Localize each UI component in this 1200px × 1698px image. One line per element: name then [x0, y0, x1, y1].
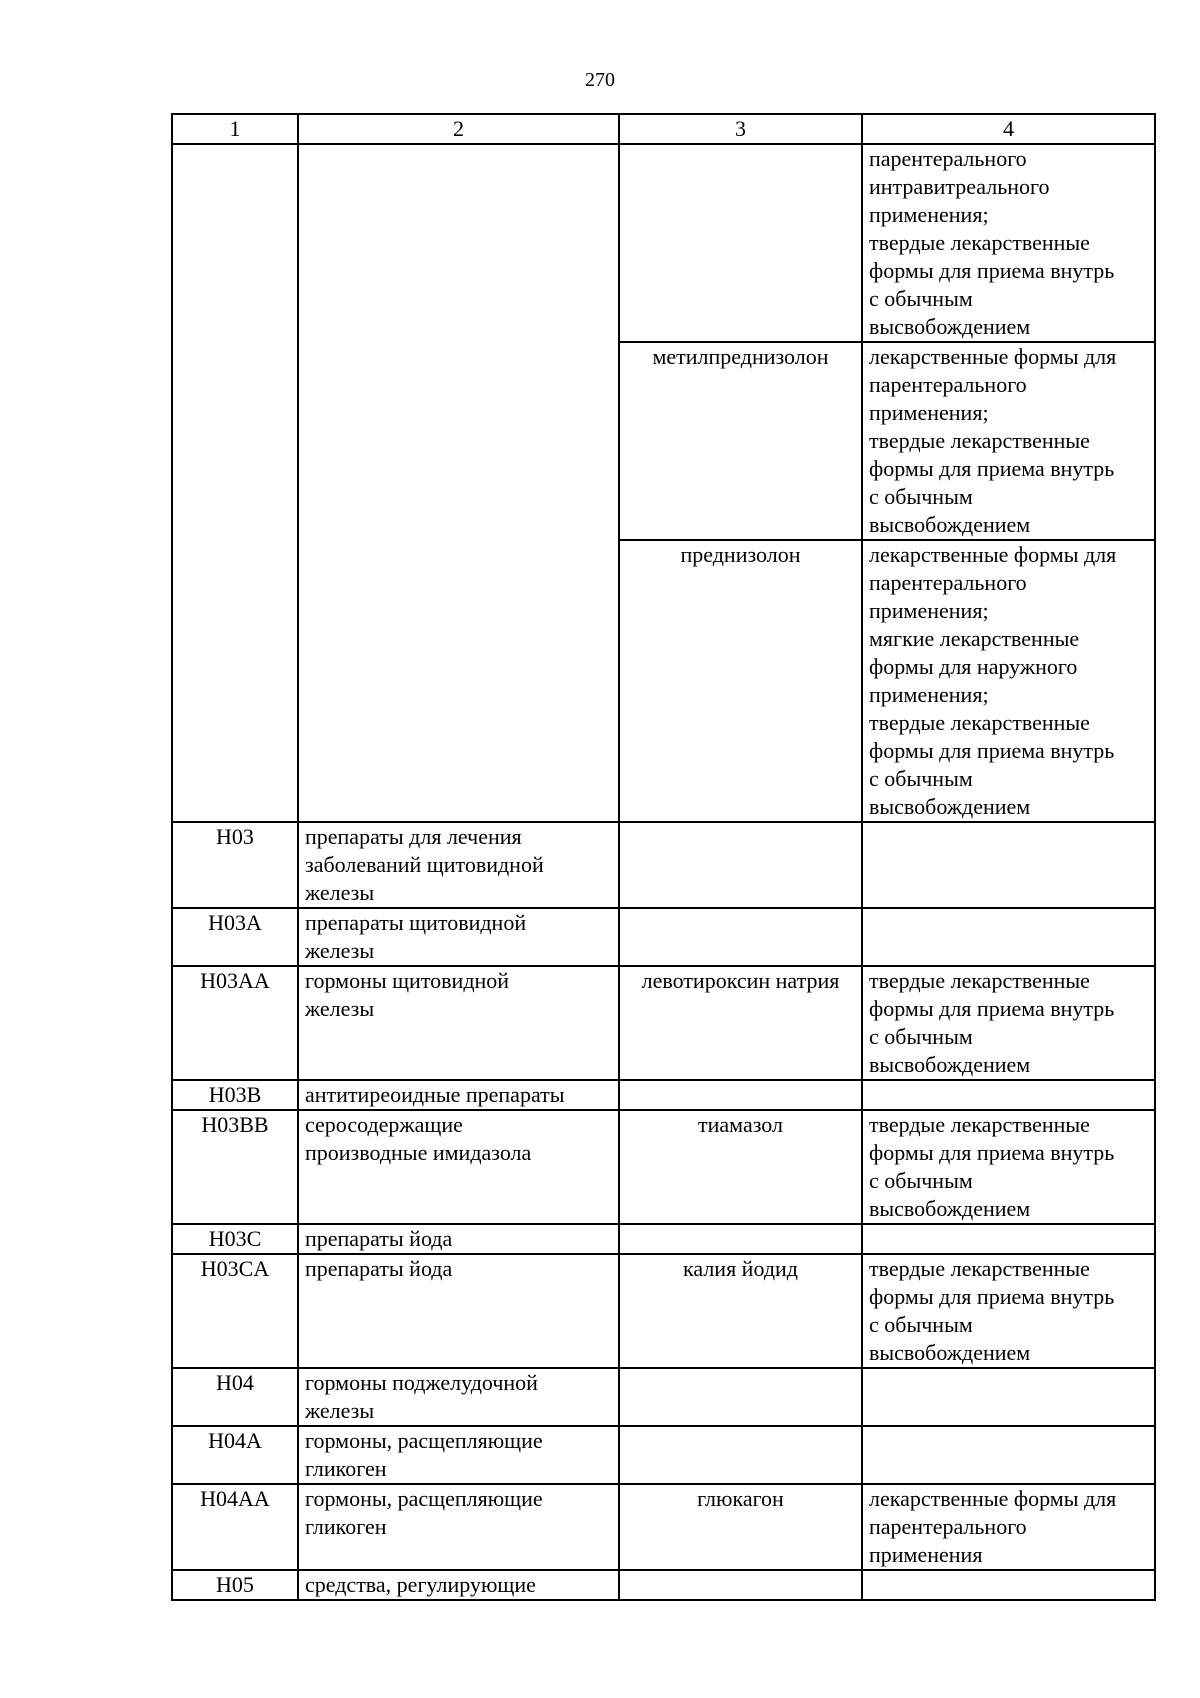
drug-cell	[619, 1570, 862, 1600]
drug-cell	[619, 908, 862, 966]
table-row	[172, 144, 1155, 342]
code-cell: H05	[172, 1570, 298, 1600]
drug-cell	[619, 1426, 862, 1484]
group-cell: гормоны поджелудочной железы	[298, 1368, 619, 1426]
code-cell: H04AA	[172, 1484, 298, 1570]
group-cell: антитиреоидные препараты	[298, 1080, 619, 1110]
code-cell: H04	[172, 1368, 298, 1426]
forms-cell	[862, 1426, 1155, 1484]
forms-cell: парентерального интравитреального применения; твердые лекарственные формы для приема внутрь с обычным высвобождением	[862, 144, 1155, 342]
drug-cell	[619, 1224, 862, 1254]
drug-cell	[619, 822, 862, 908]
table-row	[172, 908, 1155, 966]
group-cell: препараты йода	[298, 1254, 619, 1368]
drug-cell	[619, 144, 862, 342]
drug-cell: преднизолон	[619, 540, 862, 822]
code-cell: H03C	[172, 1224, 298, 1254]
table-header-row	[172, 114, 1155, 144]
code-cell: H03BB	[172, 1110, 298, 1224]
code-cell: H03CA	[172, 1254, 298, 1368]
drug-cell	[619, 1368, 862, 1426]
code-cell: H04A	[172, 1426, 298, 1484]
group-cell: гормоны щитовидной железы	[298, 966, 619, 1080]
drug-cell: глюкагон	[619, 1484, 862, 1570]
forms-cell: лекарственные формы для парентерального применения; твердые лекарственные формы для приема внутрь с обычным высвобождением	[862, 342, 1155, 540]
table-row	[172, 1080, 1155, 1110]
code-cell: H03A	[172, 908, 298, 966]
page-number: 270	[585, 69, 615, 91]
code-cell	[172, 144, 298, 822]
group-cell	[298, 144, 619, 822]
header-cell-3: 3	[619, 114, 862, 144]
forms-cell	[862, 1224, 1155, 1254]
table-row	[172, 1484, 1155, 1570]
drug-cell: левотироксин натрия	[619, 966, 862, 1080]
drug-cell: калия йодид	[619, 1254, 862, 1368]
table-row	[172, 1110, 1155, 1224]
forms-cell: лекарственные формы для парентерального применения; мягкие лекарственные формы для наружного применения; твердые лекарственные формы для приема внутрь с обычным высвобождением	[862, 540, 1155, 822]
group-cell: препараты для лечения заболеваний щитовидной железы	[298, 822, 619, 908]
table-row	[172, 822, 1155, 908]
forms-cell	[862, 822, 1155, 908]
drug-table	[171, 113, 1156, 1601]
forms-cell	[862, 1080, 1155, 1110]
forms-cell	[862, 1570, 1155, 1600]
drug-cell	[619, 1080, 862, 1110]
forms-cell: твердые лекарственные формы для приема внутрь с обычным высвобождением	[862, 1254, 1155, 1368]
forms-cell	[862, 1368, 1155, 1426]
code-cell: H03	[172, 822, 298, 908]
table-row	[172, 1570, 1155, 1600]
group-cell: гормоны, расщепляющие гликоген	[298, 1426, 619, 1484]
table-row	[172, 1254, 1155, 1368]
group-cell: гормоны, расщепляющие гликоген	[298, 1484, 619, 1570]
code-cell: H03AA	[172, 966, 298, 1080]
header-cell-1: 1	[172, 114, 298, 144]
group-cell: средства, регулирующие	[298, 1570, 619, 1600]
drug-cell: тиамазол	[619, 1110, 862, 1224]
table-row	[172, 966, 1155, 1080]
group-cell: препараты йода	[298, 1224, 619, 1254]
header-cell-2: 2	[298, 114, 619, 144]
code-cell: H03B	[172, 1080, 298, 1110]
group-cell: серосодержащие производные имидазола	[298, 1110, 619, 1224]
forms-cell	[862, 908, 1155, 966]
forms-cell: твердые лекарственные формы для приема внутрь с обычным высвобождением	[862, 1110, 1155, 1224]
table-row	[172, 1224, 1155, 1254]
table-row	[172, 1426, 1155, 1484]
drug-cell: метилпреднизолон	[619, 342, 862, 540]
group-cell: препараты щитовидной железы	[298, 908, 619, 966]
forms-cell: твердые лекарственные формы для приема внутрь с обычным высвобождением	[862, 966, 1155, 1080]
forms-cell: лекарственные формы для парентерального применения	[862, 1484, 1155, 1570]
header-cell-4: 4	[862, 114, 1155, 144]
table-row	[172, 1368, 1155, 1426]
